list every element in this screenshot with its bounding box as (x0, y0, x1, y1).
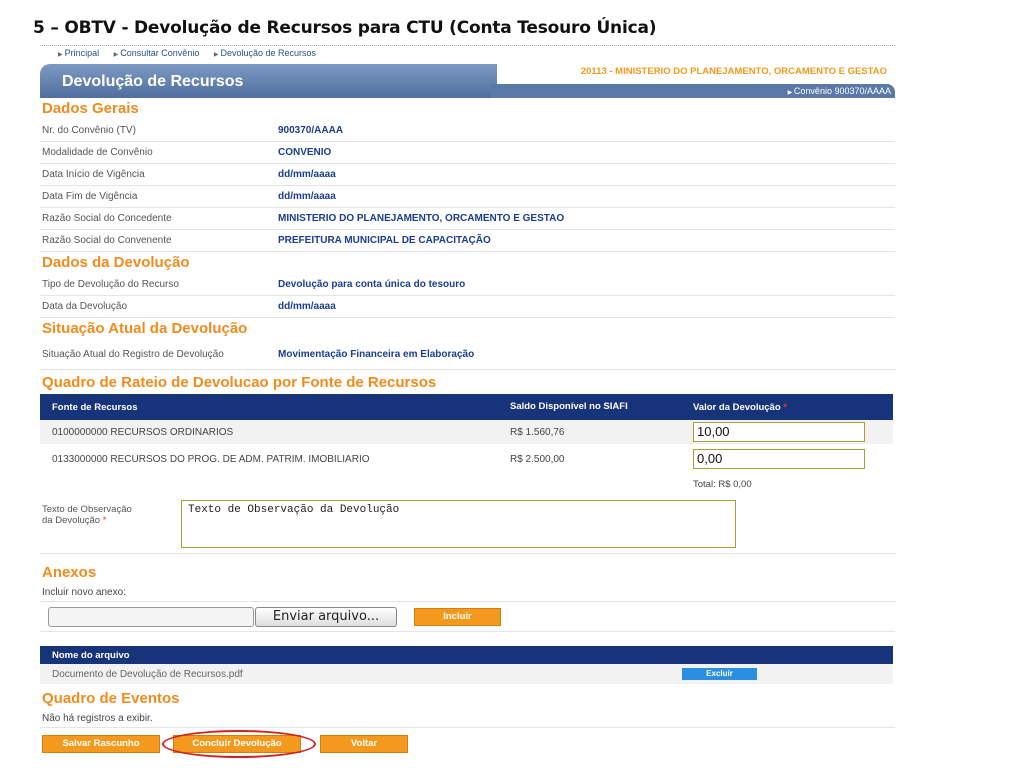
table-row (40, 444, 893, 474)
files-table (40, 646, 893, 684)
field-row (40, 120, 895, 142)
field-value: CONVENIO (278, 147, 332, 158)
empty-message: Não há registros a exibir. (40, 710, 895, 728)
save-draft-button[interactable]: Salvar Rascunho (42, 735, 160, 753)
saldo-cell: R$ 1.560,76 (498, 420, 681, 444)
breadcrumb-principal[interactable]: ▶ Principal (58, 48, 100, 58)
field-row (40, 142, 895, 164)
field-value: dd/mm/aaaa (278, 301, 336, 312)
section-dados-devolucao: Dados da Devolução (42, 254, 190, 271)
chevron-right-icon: ▶ (113, 52, 119, 58)
required-mark: * (783, 401, 787, 413)
back-button[interactable]: Voltar (320, 735, 408, 753)
section-rateio: Quadro de Rateio de Devolucao por Fonte de Recursos (42, 374, 437, 391)
observacao-row (40, 498, 895, 554)
column-header: Fonte de Recursos (40, 394, 498, 420)
devolucao-panel (40, 45, 895, 760)
field-value: PREFEITURA MUNICIPAL DE CAPACITAÇÃO (278, 235, 491, 246)
breadcrumb (40, 45, 895, 60)
observacao-textarea[interactable] (181, 500, 736, 548)
incluir-button[interactable]: Incluir (414, 608, 501, 626)
field-label: Data Início de Vigência (42, 169, 145, 180)
section-anexos: Anexos (42, 564, 97, 581)
highlight-ellipse (162, 730, 316, 758)
saldo-cell: R$ 2.500,00 (498, 444, 681, 474)
observacao-label: Texto de Observação da Devolução * (42, 504, 132, 526)
chevron-right-icon: ▶ (58, 52, 63, 58)
field-row (40, 208, 895, 230)
column-header: Nome do arquivo (40, 646, 893, 664)
valor-cell (681, 420, 893, 444)
field-label: Razão Social do Convenente (42, 235, 172, 246)
excluir-button[interactable]: Excluir (682, 668, 757, 680)
field-label: Data da Devolução (42, 301, 128, 312)
fonte-cell: 0100000000 RECURSOS ORDINARIOS (40, 420, 498, 444)
valor-cell (681, 444, 893, 474)
file-path-field[interactable] (48, 607, 254, 627)
chevron-right-icon: ▶ (213, 52, 219, 58)
field-label: Tipo de Devolução do Recurso (42, 279, 179, 290)
field-label: Nr. do Convênio (TV) (42, 125, 136, 136)
breadcrumb-consultar-convenio[interactable]: ▶ Consultar Convênio (113, 48, 200, 58)
section-dados-gerais: Dados Gerais (42, 100, 139, 117)
field-label: Modalidade de Convênio (42, 147, 153, 158)
valor-devolucao-input[interactable]: 0,00 (693, 449, 865, 469)
page-header (40, 64, 895, 98)
page-title: Devolução de Recursos (62, 73, 244, 90)
conclude-button[interactable]: Concluir Devolução (173, 735, 301, 753)
field-value: dd/mm/aaaa (278, 169, 336, 180)
fonte-cell: 0133000000 RECURSOS DO PROG. DE ADM. PATRIM. IMOBILIARIO (40, 444, 498, 474)
field-row (40, 230, 895, 252)
field-row (40, 164, 895, 186)
field-row (40, 296, 895, 318)
field-value: MINISTERIO DO PLANEJAMENTO, ORCAMENTO E GESTAO (278, 213, 565, 224)
field-label: Data Fim de Vigência (42, 191, 138, 202)
column-header: Valor da Devolução * (681, 394, 893, 420)
field-value: dd/mm/aaaa (278, 191, 336, 202)
table-row (40, 420, 893, 444)
file-name-link[interactable]: Documento de Devolução de Recursos.pdf (40, 664, 670, 684)
field-value: 900370/AAAA (278, 125, 344, 136)
action-bar (40, 734, 895, 760)
rateio-table (40, 394, 893, 494)
org-name: 20113 - MINISTERIO DO PLANEJAMENTO, ORCAMENTO E GESTAO (580, 66, 887, 77)
browse-file-button[interactable]: Enviar arquivo... (255, 607, 397, 627)
field-label: Razão Social do Concedente (42, 213, 172, 224)
slide-title: 5 – OBTV - Devolução de Recursos para CTU (Conta Tesouro Única) (33, 18, 657, 38)
field-value: Devolução para conta única do tesouro (278, 279, 466, 290)
required-mark: * (102, 515, 107, 526)
field-label: Situação Atual do Registro de Devolução (42, 349, 224, 360)
breadcrumb-devolucao[interactable]: ▶ Devolução de Recursos (213, 48, 317, 58)
field-row (40, 274, 895, 296)
valor-devolucao-input[interactable]: 10,00 (693, 422, 865, 442)
section-eventos: Quadro de Eventos (42, 690, 180, 707)
column-header: Saldo Disponível no SIAFI (498, 394, 681, 420)
field-row (40, 186, 895, 208)
table-row (40, 664, 893, 684)
section-situacao: Situação Atual da Devolução (42, 320, 248, 337)
total-row (40, 474, 893, 494)
convenio-link[interactable]: ▶ Convênio 900370/AAAA (787, 86, 891, 96)
field-value: Movimentação Financeira em Elaboração (278, 349, 475, 360)
total-value: Total: R$ 0,00 (693, 478, 752, 490)
incluir-anexo-label: Incluir novo anexo: (40, 584, 895, 602)
attach-row (40, 602, 895, 632)
chevron-right-icon: ▶ (787, 90, 794, 96)
field-row (40, 340, 895, 370)
